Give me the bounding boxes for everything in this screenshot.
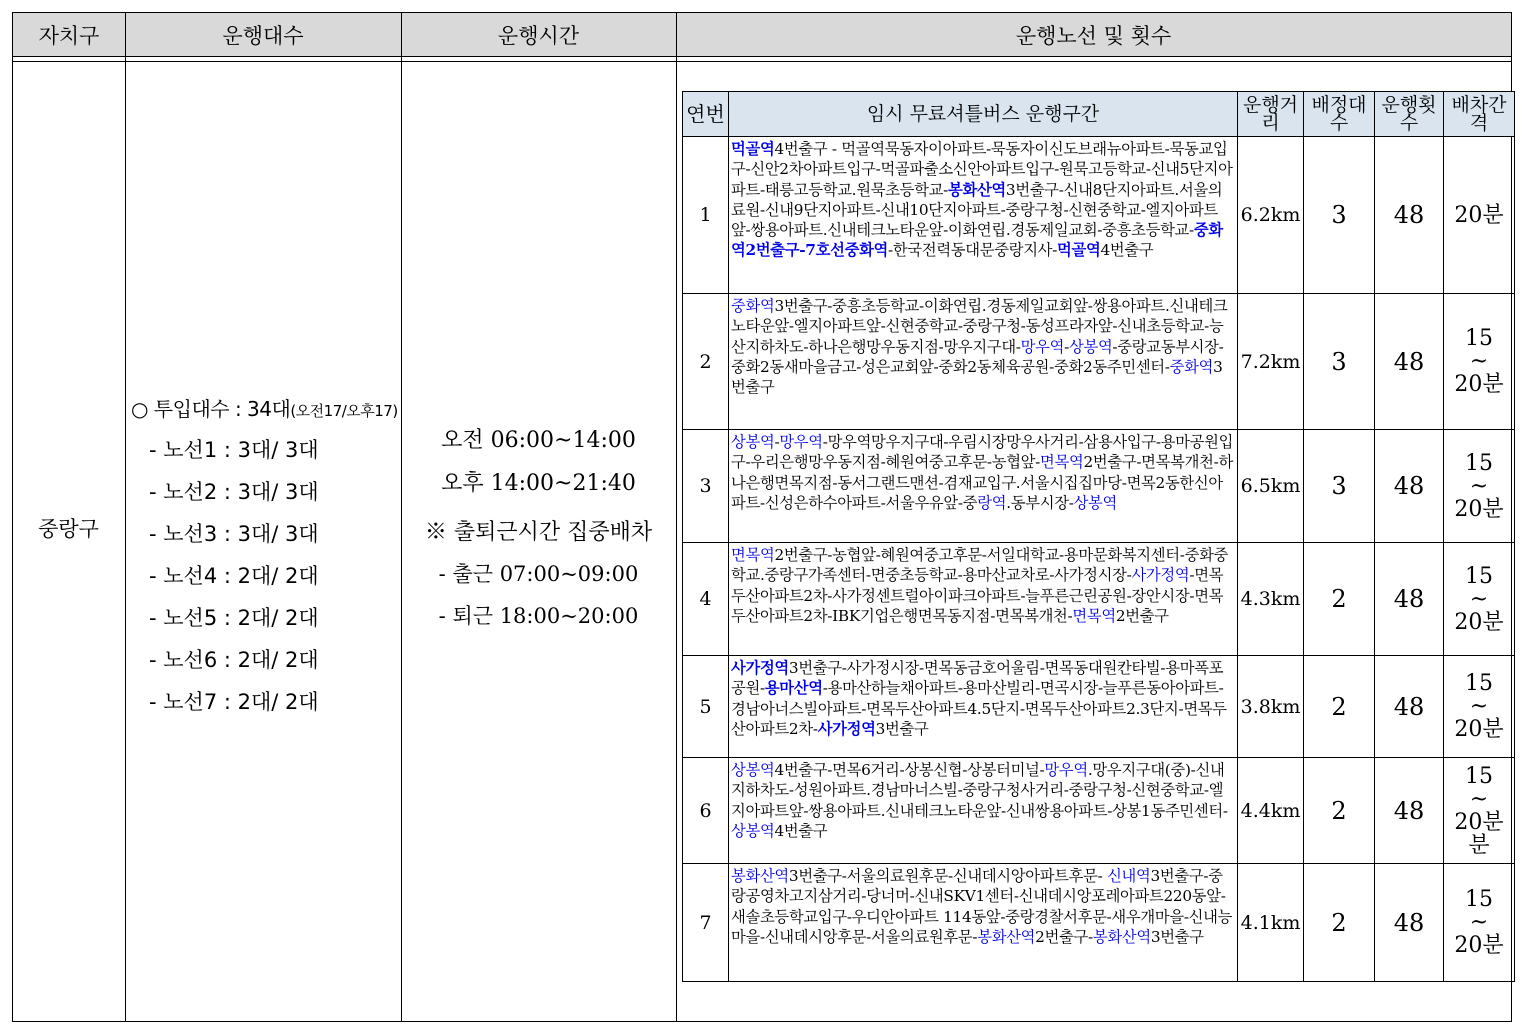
station-name: 망우역 — [1020, 337, 1065, 356]
table-row — [683, 864, 1515, 982]
route-segment: -망우역망우지구대-우림시장망우사거리-삼용사입구-용마공원입구-우리은행망우동지점-혜원여중고후문-농협앞- — [731, 433, 1234, 472]
route-segment: 3번출구 — [731, 357, 1223, 397]
route-no: 2 — [683, 294, 729, 430]
station-name: 망우역 — [1044, 761, 1088, 779]
route-table-header — [683, 92, 1515, 137]
station-name: 면목역 — [1072, 606, 1116, 625]
route-section — [729, 864, 1238, 982]
interval-line: 20분 — [1454, 609, 1504, 635]
vehicle-total — [131, 393, 411, 422]
interval-line: 15 — [1465, 887, 1493, 912]
interval-line: ~ — [1469, 910, 1489, 935]
route-no: 3 — [683, 430, 729, 543]
route-trips: 48 — [1375, 864, 1444, 982]
route-trips: 48 — [1375, 294, 1444, 430]
route-buses: 3 — [1304, 430, 1375, 543]
table-row — [683, 656, 1515, 758]
hours-pm: 오후 14:00~21:40 — [441, 471, 636, 496]
interval-line: 15 — [1465, 450, 1493, 476]
route-segment: .망우지구대(중)-신내지하차도-성원아파트.경남마너스빌-중랑구청사거리-중랑구청-신현중학교-엘지아파트앞-쌍용아파트.신내테크노타운앞-신내쌍용아파트-상봉1동주민센터- — [731, 761, 1228, 820]
route-segment: .동부시장- — [1006, 493, 1074, 512]
route-segment: 3번출구-사가정시장-면목동금호어울림-면목동대원칸타빌-용마폭포공원- — [731, 659, 1224, 698]
route-no: 7 — [683, 864, 729, 982]
station-name: 중화역 — [1169, 357, 1214, 376]
vehicle-total-main: ○ 투입대수 : 34대 — [131, 397, 291, 421]
hours-note: ※ 출퇴근시간 집중배차 — [424, 520, 653, 545]
station-name: 상봉역 — [731, 761, 775, 779]
header-vehicles: 운행대수 — [125, 13, 401, 57]
route-buses: 2 — [1304, 864, 1375, 982]
station-name: 봉화산역 — [977, 927, 1036, 946]
vehicle-line: - 노선4 : 2대/ 2대 — [149, 564, 319, 588]
interval-line: ~ — [1469, 786, 1489, 812]
interval-line: 15 — [1465, 326, 1493, 351]
interval-line: ~ — [1469, 349, 1489, 374]
route-segment: 4번출구-면목6거리-상봉신협-상봉터미널- — [774, 761, 1045, 779]
route-table — [682, 91, 1515, 982]
route-segment: 3번출구-서울의료원후문-신내데시앙아파트후문- — [788, 867, 1108, 885]
col-header-buses: 배정대수 — [1304, 92, 1375, 137]
interval-line: 20분 — [1454, 202, 1504, 228]
operating-hours-block — [401, 423, 676, 642]
route-trips: 48 — [1375, 543, 1444, 656]
route-segment: 3번출구-중흥초등학교-이화연립.경동제일교회앞-쌍용아파트.신내테크노타운앞-엘지아파트앞-신현중학교-중랑구청-동성프라자앞-신내초등학교-능산지하차도-하나은행망우동지점-망우지구대- — [731, 297, 1228, 356]
station-name: 사가정역 — [1131, 566, 1190, 585]
route-trips: 48 — [1375, 430, 1444, 543]
hours-am: 오전 06:00~14:00 — [441, 428, 636, 453]
route-interval — [1444, 758, 1515, 864]
col-header-distance: 운행거리 — [1238, 92, 1304, 137]
station-name: 용마산역 — [764, 679, 823, 698]
station-name: 신내역 — [1107, 867, 1151, 885]
route-segment: 4번출구 — [774, 821, 828, 840]
interval-line: 20분 — [1454, 717, 1504, 742]
col-header-section: 임시 무료셔틀버스 운행구간 — [729, 92, 1238, 137]
col-header-no: 연번 — [683, 92, 729, 137]
route-segment: 3번출구-중랑공영차고지삼거리-당너머-신내SKV1센터-신내데시앙포레아파트220동앞-새솔초등학교입구-우디안아파트 114동앞-중랑경찰서후문-새우개마을-신내능마을-신내데시앙후문-서울의료원후문- — [731, 867, 1233, 946]
station-name: 상봉역 — [1073, 493, 1117, 512]
district-name: 중랑구 — [38, 517, 99, 541]
route-segment: 3번출구-신내8단지아파트.서울의료원-신내9단지아파트-신내10단지아파트-중랑구청-신현중학교-엘지아파트앞-쌍용아파트.신내테크노타운앞-이화연립.경동제일교회-중흥초등학교- — [731, 180, 1223, 240]
column-divider — [676, 13, 677, 1021]
route-no: 1 — [683, 137, 729, 294]
route-section — [729, 758, 1238, 864]
route-segment: - — [774, 433, 780, 451]
hours-commute-in: - 출근 07:00~09:00 — [438, 562, 639, 586]
route-no: 5 — [683, 656, 729, 758]
station-name: 망우역 — [779, 433, 823, 451]
route-distance: 3.8km — [1238, 656, 1304, 758]
column-divider — [125, 13, 126, 1021]
route-distance: 4.4km — [1238, 758, 1304, 864]
header-routes: 운행노선 및 횟수 — [676, 13, 1511, 57]
route-buses: 3 — [1304, 294, 1375, 430]
vehicle-line: - 노선6 : 2대/ 2대 — [149, 648, 319, 672]
route-segment: 3번출구 — [875, 719, 929, 738]
route-section — [729, 430, 1238, 543]
route-segment: 2번출구 — [1115, 606, 1169, 625]
route-segment: - — [1064, 337, 1069, 356]
station-name: 봉화산역 — [947, 180, 1006, 199]
header-double-rule — [13, 57, 1511, 62]
station-name: 중화역2번출구-7호선중화역 — [731, 221, 1223, 260]
route-no: 6 — [683, 758, 729, 864]
vehicle-total-sub: (오전17/오후17) — [290, 402, 398, 420]
interval-line: 15 — [1465, 671, 1493, 696]
table-row — [683, 137, 1515, 294]
route-segment: 2번출구-농협앞-혜원여중고후문-서일대학교-용마문화복지센터-중화중학교.중랑구가족센터-면중초등학교-용마산교차로-사가정시장- — [731, 546, 1229, 585]
table-row — [683, 543, 1515, 656]
station-name: 봉화산역 — [1092, 927, 1151, 946]
vehicle-line: - 노선3 : 3대/ 3대 — [149, 522, 319, 546]
interval-line: 20분 — [1454, 372, 1504, 397]
header-district: 자치구 — [13, 13, 125, 57]
col-header-trips: 운행횟수 — [1375, 92, 1444, 137]
route-segment: 4번출구 — [1100, 241, 1154, 260]
route-interval — [1444, 656, 1515, 758]
route-section — [729, 543, 1238, 656]
route-segment: 4번출구 - 먹골역묵동자이아파트-묵동자이신도브래뉴아파트-묵동교입구-신안2차아파트입구-먹골파출소신안아파트입구-원묵고등학교-신내5단지아파트-태릉고등학교.원묵초등학교- — [731, 140, 1233, 199]
table-row — [683, 294, 1515, 430]
hours-commute-out: - 퇴근 18:00~20:00 — [438, 604, 639, 628]
route-trips: 48 — [1375, 656, 1444, 758]
interval-line: 15 — [1465, 763, 1493, 789]
route-buses: 2 — [1304, 758, 1375, 864]
route-distance: 6.5km — [1238, 430, 1304, 543]
route-section — [729, 294, 1238, 430]
vehicle-line: - 노선1 : 3대/ 3대 — [149, 438, 319, 462]
route-segment: 2번출구-면목복개천-하나은행면목지점-동서그랜드맨션-겸재교입구.서울시집집마당-면목2동한신아파트-신성은하수아파트-서울우유앞-중 — [731, 453, 1233, 512]
interval-line: 20분 — [1454, 933, 1504, 958]
table-row — [683, 430, 1515, 543]
interval-line: 15 — [1465, 563, 1493, 589]
route-interval — [1444, 430, 1515, 543]
station-name: 먹골역 — [1057, 241, 1101, 260]
interval-line: ~ — [1469, 694, 1489, 719]
station-name: 면목역 — [731, 546, 775, 564]
station-name: 중화역 — [731, 297, 775, 315]
interval-line: 20분분 — [1454, 809, 1504, 858]
route-buses: 2 — [1304, 543, 1375, 656]
station-name: 사가정역 — [817, 719, 876, 738]
route-segment: -면목두산아파트2차-사가정센트럴아이파크아파트-늘푸른근린공원-장안시장-면목두산아파트2차-IBK기업은행면목동지점-면목복개천- — [731, 566, 1224, 625]
header-hours: 운행시간 — [401, 13, 676, 57]
route-distance: 7.2km — [1238, 294, 1304, 430]
station-name: 상봉역 — [731, 821, 775, 840]
route-trips: 48 — [1375, 758, 1444, 864]
route-distance: 6.2km — [1238, 137, 1304, 294]
station-name: 먹골역 — [731, 140, 775, 158]
route-interval — [1444, 294, 1515, 430]
vehicle-line: - 노선7 : 2대/ 2대 — [149, 690, 319, 714]
route-interval — [1444, 543, 1515, 656]
route-buses: 2 — [1304, 656, 1375, 758]
route-segment: -중랑교동부시장-중화2동새마을금고-성은교회앞-중화2동체육공원-중화2동주민센터- — [731, 337, 1224, 376]
route-distance: 4.3km — [1238, 543, 1304, 656]
route-segment: -용마산하늘채아파트-용마산빌리-면곡시장-늘푸른동아아파트-경남아너스빌아파트-면목두산아파트4.5단지-면목두산아파트2.3단지-면목두산아파트2차- — [731, 679, 1227, 738]
interval-line: 20분 — [1454, 496, 1504, 522]
vehicle-line: - 노선2 : 3대/ 3대 — [149, 480, 319, 504]
route-no: 4 — [683, 543, 729, 656]
route-section — [729, 656, 1238, 758]
route-segment: -한국전력동대문중랑지사- — [888, 241, 1058, 260]
route-segment: 2번출구- — [1035, 927, 1093, 946]
interval-line: ~ — [1469, 473, 1489, 499]
shuttle-schedule-table — [12, 12, 1512, 1022]
route-trips: 48 — [1375, 137, 1444, 294]
table-row — [683, 758, 1515, 864]
route-interval — [1444, 864, 1515, 982]
station-name: 상봉역 — [1068, 337, 1113, 356]
station-name: 상봉역 — [731, 433, 775, 451]
station-name: 랑역 — [977, 493, 1007, 512]
route-distance: 4.1km — [1238, 864, 1304, 982]
station-name: 면목역 — [1040, 453, 1084, 472]
route-interval — [1444, 137, 1515, 294]
route-buses: 3 — [1304, 137, 1375, 294]
vehicle-line: - 노선5 : 2대/ 2대 — [149, 606, 319, 630]
route-segment: 3번출구 — [1150, 927, 1204, 946]
station-name: 사가정역 — [731, 659, 789, 677]
col-header-interval: 배차간격 — [1444, 92, 1515, 137]
vehicle-count-block — [131, 393, 411, 716]
station-name: 봉화산역 — [731, 867, 789, 885]
interval-line: ~ — [1469, 586, 1489, 612]
route-section — [729, 137, 1238, 294]
